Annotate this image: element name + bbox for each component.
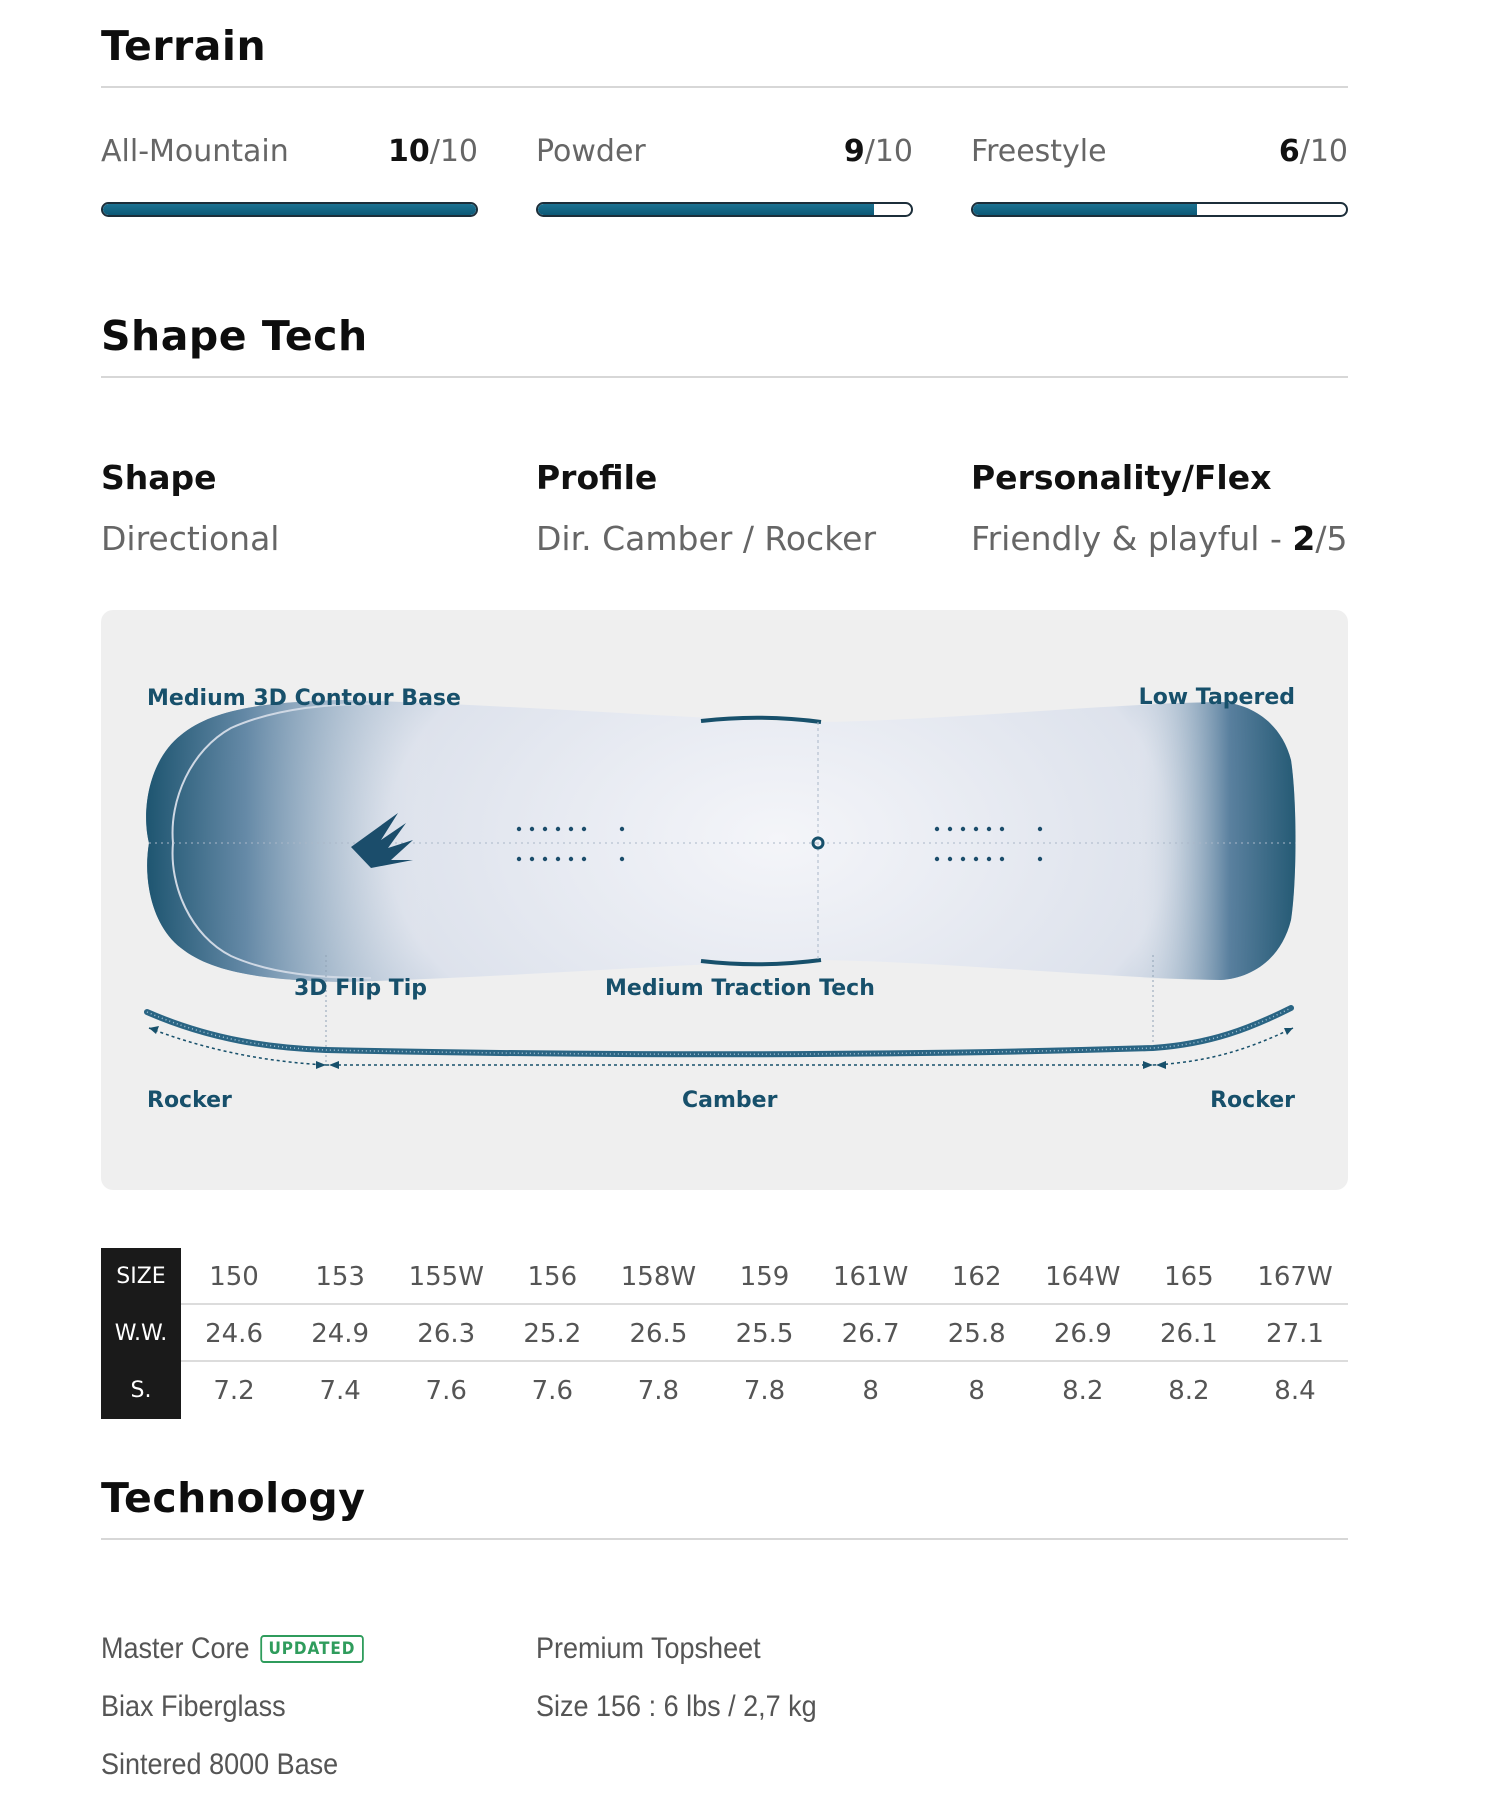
score-value: 10 <box>387 134 430 169</box>
label-traction-tech: Medium Traction Tech <box>605 976 875 1001</box>
table-cell: 164W <box>1045 1261 1121 1292</box>
table-cell: 27.1 <box>1266 1318 1324 1349</box>
table-cell: 26.9 <box>1053 1318 1112 1349</box>
table-cell: 7.6 <box>425 1375 467 1406</box>
rating-bar-fill <box>103 204 476 215</box>
terrain-all-mountain <box>101 130 478 220</box>
tech-item: Biax Fiberglass <box>101 1690 286 1723</box>
table-cell: 159 <box>739 1261 790 1292</box>
rating-bar <box>971 202 1348 217</box>
label-low-tapered: Low Tapered <box>1138 685 1295 710</box>
table-cell: 162 <box>951 1261 1002 1292</box>
table-cell: 8.2 <box>1062 1375 1104 1406</box>
technology-title: Technology <box>101 1474 366 1522</box>
table-cell: 25.2 <box>523 1318 582 1349</box>
spec-value: Dir. Camber / Rocker <box>536 519 877 558</box>
tech-item-label: Master Core <box>101 1632 250 1665</box>
row-cells <box>181 1305 1348 1362</box>
tech-item: Size 156 : 6 lbs / 2,7 kg <box>536 1690 817 1723</box>
rating-bar <box>101 202 478 217</box>
table-cell: 25.8 <box>947 1318 1006 1349</box>
rating-bar <box>536 202 913 217</box>
board-diagram <box>101 610 1348 1190</box>
personality-score: 2 <box>1292 519 1316 558</box>
tech-item: Premium Topsheet <box>536 1632 761 1665</box>
tech-item <box>101 1620 363 1678</box>
table-cell: 26.5 <box>629 1318 688 1349</box>
table-row <box>101 1362 1348 1419</box>
row-header: SIZE <box>101 1248 181 1305</box>
rating-bar-fill <box>973 204 1197 215</box>
table-cell: 26.1 <box>1159 1318 1218 1349</box>
table-cell: 155W <box>408 1261 484 1292</box>
table-row <box>101 1248 1348 1305</box>
terrain-score <box>844 134 913 169</box>
table-cell: 7.8 <box>743 1375 786 1406</box>
personality-max: /5 <box>1315 519 1348 558</box>
label-rocker-right: Rocker <box>1210 1088 1295 1113</box>
terrain-powder <box>536 130 913 220</box>
spec-heading: Shape <box>101 458 217 497</box>
technology-list-left <box>101 1620 393 1794</box>
updated-badge: UPDATED <box>260 1635 363 1663</box>
personality-text: Friendly & playful - <box>971 519 1293 558</box>
label-flip-tip: 3D Flip Tip <box>294 976 428 1001</box>
technology-divider <box>101 1538 1348 1540</box>
score-max: /10 <box>864 134 913 169</box>
terrain-freestyle <box>971 130 1348 220</box>
tech-item: Sintered 8000 Base <box>101 1748 339 1781</box>
score-value: 6 <box>1278 134 1300 169</box>
spec-personality <box>971 458 1347 558</box>
table-cell: 156 <box>527 1261 578 1292</box>
score-max: /10 <box>429 134 478 169</box>
table-cell: 158W <box>620 1261 697 1292</box>
label-contour-base: Medium 3D Contour Base <box>147 686 461 711</box>
row-header: W.W. <box>101 1305 181 1362</box>
table-cell: 8 <box>968 1375 985 1406</box>
label-camber: Camber <box>682 1088 778 1113</box>
size-table <box>101 1248 1348 1419</box>
table-cell: 8.4 <box>1274 1375 1316 1406</box>
table-cell: 7.2 <box>213 1375 255 1406</box>
shape-tech-title: Shape Tech <box>101 312 368 360</box>
terrain-label: Freestyle <box>971 134 1107 169</box>
table-cell: 8.2 <box>1168 1375 1210 1406</box>
table-cell: 7.6 <box>531 1375 573 1406</box>
terrain-title: Terrain <box>101 22 267 70</box>
table-cell: 8 <box>862 1375 879 1406</box>
spec-value <box>971 519 1347 558</box>
spec-profile <box>536 458 876 558</box>
board-profile <box>147 1008 1291 1054</box>
terrain-divider <box>101 86 1348 88</box>
table-cell: 165 <box>1164 1261 1214 1292</box>
spec-heading: Personality/Flex <box>971 458 1272 497</box>
table-cell: 7.8 <box>637 1375 680 1406</box>
row-cells <box>181 1248 1348 1305</box>
table-cell: 167W <box>1257 1261 1333 1292</box>
terrain-score <box>1279 134 1348 169</box>
label-rocker-left: Rocker <box>147 1088 232 1113</box>
terrain-score <box>388 134 478 169</box>
terrain-label: All-Mountain <box>101 134 289 169</box>
row-cells <box>181 1362 1348 1419</box>
table-cell: 25.5 <box>735 1318 794 1349</box>
score-value: 9 <box>843 134 865 169</box>
score-max: /10 <box>1299 134 1348 169</box>
spec-value: Directional <box>101 519 280 558</box>
table-row <box>101 1305 1348 1362</box>
rating-bar-fill <box>538 204 874 215</box>
spec-heading: Profile <box>536 458 658 497</box>
row-header: S. <box>101 1362 181 1419</box>
table-cell: 153 <box>315 1261 365 1292</box>
terrain-label: Powder <box>536 134 646 169</box>
table-cell: 26.7 <box>841 1318 900 1349</box>
spec-shape <box>101 458 279 558</box>
table-cell: 7.4 <box>319 1375 361 1406</box>
table-cell: 24.6 <box>205 1318 263 1349</box>
table-cell: 24.9 <box>311 1318 370 1349</box>
table-cell: 26.3 <box>417 1318 476 1349</box>
shape-tech-divider <box>101 376 1348 378</box>
table-cell: 161W <box>832 1261 909 1292</box>
technology-list-right <box>536 1620 848 1736</box>
table-cell: 150 <box>209 1261 259 1292</box>
